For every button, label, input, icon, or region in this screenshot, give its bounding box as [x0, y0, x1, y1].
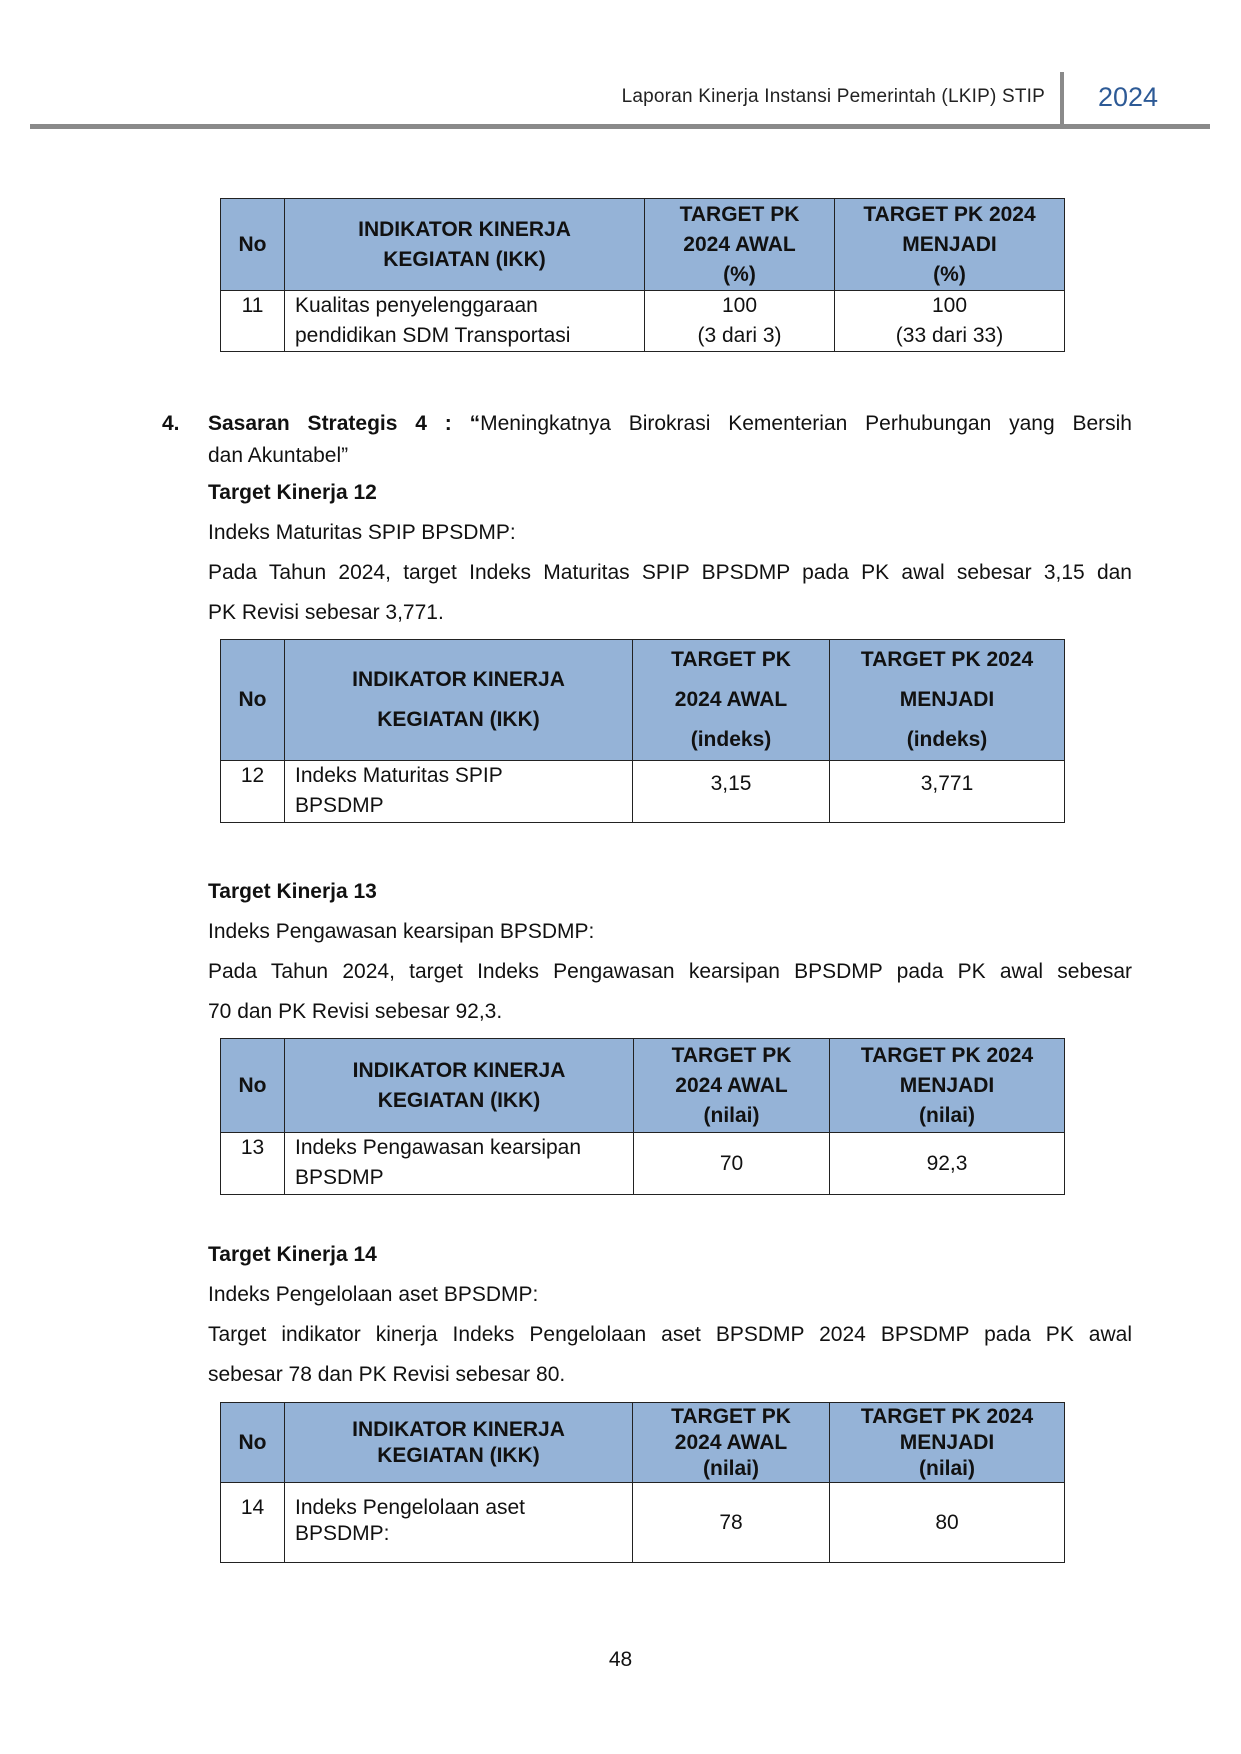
header-no: No	[221, 640, 285, 761]
cell-target-awal: 3,15	[633, 761, 830, 823]
header-target-awal: TARGET PK 2024 AWAL (nilai)	[633, 1403, 830, 1483]
report-title: Laporan Kinerja Instansi Pemerintah (LKIP) STIP	[621, 86, 1045, 107]
header-ikk: INDIKATOR KINERJA KEGIATAN (IKK)	[285, 199, 645, 291]
tk12-subtitle: Indeks Maturitas SPIP BPSDMP:	[208, 521, 516, 544]
header-target-menjadi: TARGET PK 2024 MENJADI (indeks)	[830, 640, 1065, 761]
cell-target-menjadi: 3,771	[830, 761, 1065, 823]
tk14-heading: Target Kinerja 14	[208, 1243, 377, 1266]
header-divider	[1060, 72, 1064, 126]
table-header-row	[221, 640, 1065, 761]
cell-target-awal: 70	[634, 1133, 830, 1195]
section-title-cont: dan Akuntabel”	[208, 444, 349, 467]
header-no: No	[221, 1403, 285, 1483]
tk13-paragraph-cont: 70 dan PK Revisi sebesar 92,3.	[208, 1000, 503, 1023]
cell-no: 12	[221, 761, 285, 823]
cell-no: 14	[221, 1483, 285, 1563]
tk13-paragraph: Pada Tahun 2024, target Indeks Pengawasan kearsipan BPSDMP pada PK awal sebesar	[208, 960, 1132, 983]
table-header-row	[221, 199, 1065, 291]
table-row	[221, 291, 1065, 352]
header-target-awal: TARGET PK 2024 AWAL (nilai)	[634, 1039, 830, 1133]
header-target-awal: TARGET PK 2024 AWAL (indeks)	[633, 640, 830, 761]
header-target-menjadi: TARGET PK 2024 MENJADI (%)	[835, 199, 1065, 291]
cell-ikk: Indeks Pengawasan kearsipan BPSDMP	[285, 1133, 634, 1195]
cell-target-menjadi: 80	[830, 1483, 1065, 1563]
tk13-heading: Target Kinerja 13	[208, 880, 377, 903]
cell-ikk: Kualitas penyelenggaraan pendidikan SDM Transportasi	[285, 291, 645, 352]
header-target-awal: TARGET PK 2024 AWAL (%)	[645, 199, 835, 291]
tk13-subtitle: Indeks Pengawasan kearsipan BPSDMP:	[208, 920, 595, 943]
table-target-13	[220, 1038, 1065, 1195]
tk14-subtitle: Indeks Pengelolaan aset BPSDMP:	[208, 1283, 539, 1306]
header-target-menjadi: TARGET PK 2024 MENJADI (nilai)	[830, 1403, 1065, 1483]
header-target-menjadi: TARGET PK 2024 MENJADI (nilai)	[830, 1039, 1065, 1133]
table-row	[221, 1133, 1065, 1195]
table-target-12	[220, 639, 1065, 823]
table-target-11	[220, 198, 1065, 352]
tk14-paragraph: Target indikator kinerja Indeks Pengelolaan aset BPSDMP 2024 BPSDMP pada PK awal	[208, 1323, 1132, 1346]
header-no: No	[221, 1039, 285, 1133]
cell-ikk: Indeks Pengelolaan aset BPSDMP:	[285, 1483, 633, 1563]
tk12-paragraph: Pada Tahun 2024, target Indeks Maturitas SPIP BPSDMP pada PK awal sebesar 3,15 dan	[208, 561, 1132, 584]
header-ikk: INDIKATOR KINERJA KEGIATAN (IKK)	[285, 1403, 633, 1483]
cell-target-menjadi: 100 (33 dari 33)	[835, 291, 1065, 352]
section-number: 4.	[162, 412, 180, 435]
header-ikk: INDIKATOR KINERJA KEGIATAN (IKK)	[285, 1039, 634, 1133]
header-no: No	[221, 199, 285, 291]
cell-target-menjadi: 92,3	[830, 1133, 1065, 1195]
header-rule	[30, 124, 1210, 129]
tk12-paragraph-cont: PK Revisi sebesar 3,771.	[208, 601, 444, 624]
table-header-row	[221, 1403, 1065, 1483]
tk12-heading: Target Kinerja 12	[208, 481, 377, 504]
cell-ikk: Indeks Maturitas SPIP BPSDMP	[285, 761, 633, 823]
section-title: Sasaran Strategis 4 : “Meningkatnya Birokrasi Kementerian Perhubungan yang Bersih	[208, 412, 1132, 435]
report-year: 2024	[1098, 82, 1159, 112]
cell-no: 13	[221, 1133, 285, 1195]
table-target-14	[220, 1402, 1065, 1563]
header-ikk: INDIKATOR KINERJA KEGIATAN (IKK)	[285, 640, 633, 761]
table-row	[221, 1483, 1065, 1563]
cell-target-awal: 78	[633, 1483, 830, 1563]
cell-no: 11	[221, 291, 285, 352]
table-header-row	[221, 1039, 1065, 1133]
tk14-paragraph-cont: sebesar 78 dan PK Revisi sebesar 80.	[208, 1363, 566, 1386]
page-number: 48	[608, 1648, 633, 1671]
cell-target-awal: 100 (3 dari 3)	[645, 291, 835, 352]
table-row	[221, 761, 1065, 823]
